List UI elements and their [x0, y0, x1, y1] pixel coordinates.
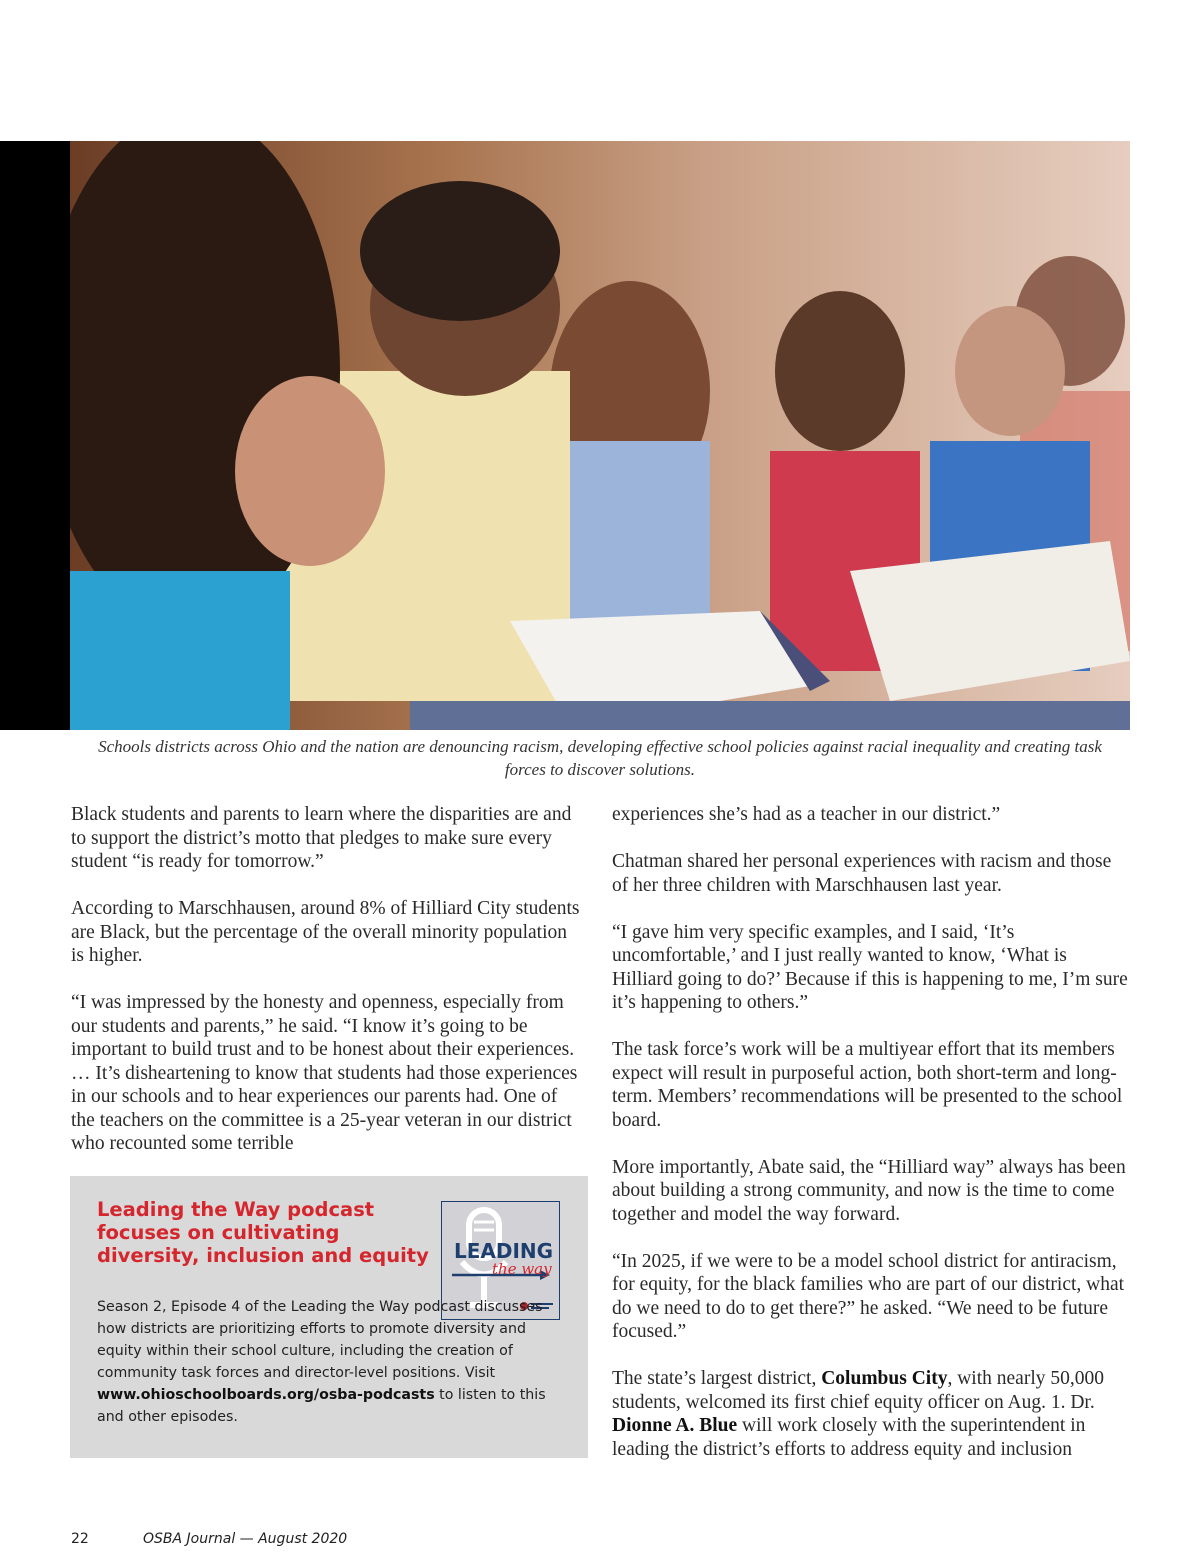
paragraph: “In 2025, if we were to be a model school district for antiracism, for equity, for the black families who are part of our district, what do we need to do to get there?” he asked. “We need to be future focused.”	[612, 1250, 1125, 1342]
paragraph: More importantly, Abate said, the “Hilliard way” always has been about building a strong community, and now is the time to come together and model the way forward.	[612, 1156, 1126, 1225]
page-number: 22	[71, 1531, 89, 1547]
person-name: Dionne A. Blue	[612, 1415, 738, 1436]
sidebar-body-outro: to listen to this and other episodes.	[97, 1387, 546, 1425]
paragraph: The task force’s work will be a multiyear effort that its members expect will result in purposeful action, both short-term and long-term. Members’ recommendations will be presented to the school board.	[612, 1039, 1123, 1131]
paragraph: experiences she’s had as a teacher in our district.”	[612, 804, 1001, 825]
text-run: , with nearly 50,000 students, welcomed its first chief equity officer on Aug. 1. Dr.	[612, 1368, 1104, 1413]
paragraph	[612, 1367, 1132, 1461]
paragraph: Chatman shared her personal experiences with racism and those of her three children with Marschhausen last year.	[612, 851, 1112, 896]
podcast-sidebar	[70, 1176, 588, 1458]
photo-caption: Schools districts across Ohio and the nation are denouncing racism, developing effective school policies against racial inequality and creating task forces to discover solutions.	[98, 737, 1102, 779]
paragraph: “I gave him very specific examples, and I said, ‘It’s uncomfortable,’ and I just really wanted to know, ‘What is Hilliard going to do?’ Because if this is happening to me, I’m sure it’s happening to others.”	[612, 921, 1128, 1013]
paragraph: “I was impressed by the honesty and openness, especially from our students and parents,” he said. “I know it’s going to be important to build trust and to be honest about their experiences. … It’s disheartening to know that students had those experiences in our schools and to hear experiences our parents had. One of the teachers on the committee is a 25-year veteran in our district who recounted some terrible	[71, 992, 578, 1154]
svg-text:LEADING: LEADING	[454, 1239, 554, 1263]
text-run: The state’s largest district,	[612, 1368, 822, 1389]
paragraph: According to Marschhausen, around 8% of Hilliard City students are Black, but the percentage of the overall minority population is higher.	[71, 898, 580, 966]
svg-text:the way: the way	[492, 1260, 552, 1278]
sidebar-title: Leading the Way podcast focuses on cultivating diversity, inclusion and equity	[97, 1198, 429, 1267]
page-footer	[71, 1531, 348, 1547]
sidebar-body	[97, 1296, 567, 1428]
text-run: will work closely with the superintendent in leading the district’s efforts to address equity and inclusion	[612, 1415, 1086, 1460]
right-column	[612, 803, 1132, 1485]
district-name: Columbus City	[821, 1368, 948, 1389]
left-column	[71, 803, 581, 1179]
journal-title: OSBA Journal — August 2020	[143, 1531, 348, 1547]
podcast-link[interactable]: www.ohioschoolboards.org/osba-podcasts	[97, 1387, 435, 1403]
sidebar-body-intro: Season 2, Episode 4 of the Leading the Way podcast discusses how districts are prioritizing efforts to promote diversity and equity within their school culture, including the creation of community task forces and director-level positions. Visit	[97, 1299, 543, 1381]
classroom-photo	[70, 141, 1130, 730]
paragraph: Black students and parents to learn where the disparities are and to support the district’s motto that pledges to make sure every student “is ready for tomorrow.”	[71, 804, 572, 872]
black-edge-bar	[0, 141, 70, 730]
